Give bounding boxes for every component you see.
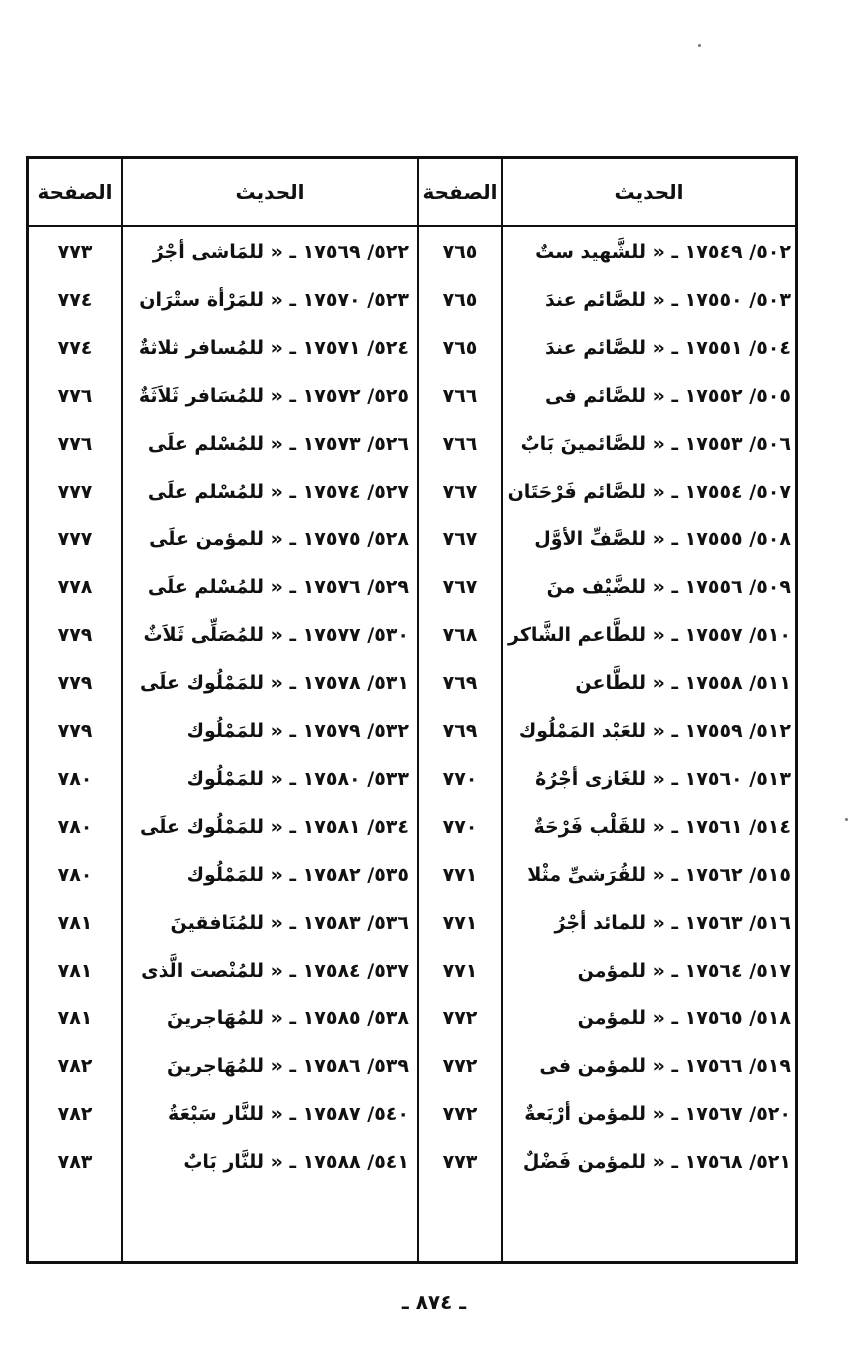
hadith-entry-left: ٥٣٤/ ١٧٥٨١ ـ « للمَمْلُوك علَى bbox=[140, 815, 409, 838]
page-ref-right: ٧٧٢ bbox=[442, 1007, 478, 1030]
table-row bbox=[29, 1091, 795, 1137]
page-ref-right: ٧٧١ bbox=[442, 911, 478, 934]
hadith-entry-right: ٥٠٤/ ١٧٥٥١ ـ « للصَّائم عندَ bbox=[544, 336, 791, 359]
table-row bbox=[29, 277, 795, 323]
hadith-entry-right: ٥٠٢/ ١٧٥٤٩ ـ « للشَّهيد ستٌ bbox=[535, 241, 791, 263]
page-ref-left: ٧٨٠ bbox=[57, 863, 93, 886]
table-row bbox=[29, 469, 795, 515]
hadith-index-table bbox=[26, 156, 798, 1264]
hadith-entry-right: ٥٢٠/ ١٧٥٦٧ ـ « للمؤمن أرْبَعةٌ bbox=[524, 1103, 791, 1126]
table-row bbox=[29, 804, 795, 850]
hadith-entry-right: ٥٠٧/ ١٧٥٥٤ ـ « للصَّائم فَرْحَتَان bbox=[507, 480, 791, 503]
page-ref-right: ٧٦٦ bbox=[442, 432, 478, 455]
page-ref-left: ٧٧٩ bbox=[57, 672, 93, 695]
table-row bbox=[29, 373, 795, 419]
table-row bbox=[29, 516, 795, 562]
page-ref-right: ٧٧٢ bbox=[442, 1103, 478, 1126]
hadith-entry-right: ٥١٠/ ١٧٥٥٧ ـ « للطَّاعم الشَّاكر bbox=[508, 624, 791, 647]
hadith-entry-left: ٥٣٣/ ١٧٥٨٠ ـ « للمَمْلُوك bbox=[186, 767, 409, 790]
hadith-entry-left: ٥٢٤/ ١٧٥٧١ ـ « للمُسافر ثلاثةٌ bbox=[138, 336, 409, 359]
hadith-entry-left: ٥٣١/ ١٧٥٧٨ ـ « للمَمْلُوك علَى bbox=[140, 672, 409, 695]
table-row bbox=[29, 660, 795, 706]
hadith-entry-right: ٥١٧/ ١٧٥٦٤ ـ « للمؤمن bbox=[577, 959, 791, 982]
hadith-entry-left: ٥٢٩/ ١٧٥٧٦ ـ « للمُسْلم علَى bbox=[147, 576, 409, 599]
table-row bbox=[29, 564, 795, 610]
page-ref-left: ٧٧٦ bbox=[57, 384, 93, 407]
page-ref-right: ٧٦٦ bbox=[442, 384, 478, 407]
hadith-entry-right: ٥٢١/ ١٧٥٦٨ ـ « للمؤمن فَضْلٌ bbox=[522, 1151, 791, 1174]
header-hadith-right: الحديث bbox=[614, 180, 684, 204]
page-ref-left: ٧٨٣ bbox=[57, 1151, 93, 1174]
page-ref-left: ٧٧٤ bbox=[57, 288, 93, 311]
table-row bbox=[29, 756, 795, 802]
page-ref-left: ٧٧٣ bbox=[57, 241, 93, 263]
table-row bbox=[29, 1139, 795, 1185]
page-ref-right: ٧٦٩ bbox=[442, 720, 478, 742]
hadith-entry-right: ٥٠٥/ ١٧٥٥٢ ـ « للصَّائم فى bbox=[544, 384, 791, 407]
hadith-entry-right: ٥١١/ ١٧٥٥٨ ـ « للطَّاعن bbox=[575, 672, 791, 695]
page-ref-right: ٧٦٥ bbox=[442, 241, 478, 263]
hadith-entry-left: ٥٣٨/ ١٧٥٨٥ ـ « للمُهَاجرينَ bbox=[166, 1007, 409, 1030]
table-row bbox=[29, 708, 795, 754]
table-row bbox=[29, 852, 795, 898]
page-ref-left: ٧٧٧ bbox=[57, 528, 93, 551]
page-number: ـ ٨٧٤ ـ bbox=[401, 1290, 467, 1314]
page-ref-left: ٧٧٧ bbox=[57, 480, 93, 503]
header-hadith-left: الحديث bbox=[235, 180, 305, 204]
table-row bbox=[29, 900, 795, 946]
hadith-entry-left: ٥٢٧/ ١٧٥٧٤ ـ « للمُسْلم علَى bbox=[147, 480, 409, 503]
page-ref-right: ٧٦٧ bbox=[442, 480, 478, 503]
hadith-entry-right: ٥١٨/ ١٧٥٦٥ ـ « للمؤمن bbox=[577, 1007, 791, 1030]
hadith-entry-right: ٥٠٣/ ١٧٥٥٠ ـ « للصَّائم عندَ bbox=[544, 288, 791, 311]
table-row bbox=[29, 995, 795, 1041]
page-ref-right: ٧٦٨ bbox=[442, 624, 478, 647]
header-page-right: الصفحة bbox=[422, 180, 498, 204]
hadith-entry-right: ٥١٤/ ١٧٥٦١ ـ « للقَلْب فَرْحَةٌ bbox=[533, 815, 791, 838]
hadith-entry-left: ٥٤١/ ١٧٥٨٨ ـ « للنَّار بَابٌ bbox=[183, 1151, 409, 1174]
table-row bbox=[29, 612, 795, 658]
scan-speck bbox=[698, 44, 701, 47]
table-row bbox=[29, 948, 795, 994]
hadith-entry-right: ٥١٣/ ١٧٥٦٠ ـ « للغَازى أجْرُهُ bbox=[535, 767, 791, 790]
hadith-entry-left: ٥٢٣/ ١٧٥٧٠ ـ « للمَرْأة ستْرَان bbox=[139, 288, 409, 311]
hadith-entry-right: ٥١٩/ ١٧٥٦٦ ـ « للمؤمن فى bbox=[539, 1055, 791, 1078]
page-ref-right: ٧٦٥ bbox=[442, 336, 478, 359]
table-row bbox=[29, 325, 795, 371]
page-ref-right: ٧٧٠ bbox=[442, 815, 478, 838]
page-ref-left: ٧٧٦ bbox=[57, 432, 93, 455]
hadith-entry-right: ٥٠٩/ ١٧٥٥٦ ـ « للضَّيْف منَ bbox=[546, 576, 791, 599]
hadith-entry-left: ٥٣٧/ ١٧٥٨٤ ـ « للمُنْصت الَّذى bbox=[141, 959, 409, 982]
table-row bbox=[29, 229, 795, 275]
page-ref-left: ٧٧٤ bbox=[57, 336, 93, 359]
hadith-entry-left: ٥٢٦/ ١٧٥٧٣ ـ « للمُسْلم علَى bbox=[147, 432, 409, 455]
hadith-entry-left: ٥٣٢/ ١٧٥٧٩ ـ « للمَمْلُوك bbox=[186, 720, 409, 742]
page-ref-left: ٧٨٢ bbox=[57, 1055, 93, 1078]
page-ref-left: ٧٨١ bbox=[57, 911, 93, 934]
hadith-entry-left: ٥٢٢/ ١٧٥٦٩ ـ « للمَاشى أجْرُ bbox=[152, 241, 409, 263]
page-ref-right: ٧٦٩ bbox=[442, 672, 478, 695]
hadith-entry-left: ٥٢٨/ ١٧٥٧٥ ـ « للمؤمن علَى bbox=[149, 528, 409, 551]
page-ref-right: ٧٧١ bbox=[442, 863, 478, 886]
table-row bbox=[29, 1043, 795, 1089]
hadith-entry-left: ٥٣٦/ ١٧٥٨٣ ـ « للمُنَافقينَ bbox=[170, 911, 409, 934]
page-ref-right: ٧٧٢ bbox=[442, 1055, 478, 1078]
hadith-entry-right: ٥١٦/ ١٧٥٦٣ ـ « للمائد أجْرُ bbox=[554, 911, 791, 934]
page-ref-left: ٧٨٢ bbox=[57, 1103, 93, 1126]
page-ref-left: ٧٧٩ bbox=[57, 720, 93, 742]
page-ref-left: ٧٨١ bbox=[57, 959, 93, 982]
hadith-entry-left: ٥٢٥/ ١٧٥٧٢ ـ « للمُسَافر ثَلاَثَةٌ bbox=[138, 384, 409, 407]
hadith-entry-left: ٥٣٥/ ١٧٥٨٢ ـ « للمَمْلُوك bbox=[186, 863, 409, 886]
hadith-entry-left: ٥٣٠/ ١٧٥٧٧ ـ « للمُصَلِّى ثَلاَثٌ bbox=[143, 624, 409, 647]
page-ref-right: ٧٦٧ bbox=[442, 576, 478, 599]
hadith-entry-right: ٥١٢/ ١٧٥٥٩ ـ « للعَبْد المَمْلُوك bbox=[518, 720, 791, 742]
hadith-entry-right: ٥١٥/ ١٧٥٦٢ ـ « للقُرَشىِّ مثْلا bbox=[527, 863, 791, 886]
page-ref-right: ٧٧٠ bbox=[442, 767, 478, 790]
page-ref-right: ٧٦٥ bbox=[442, 288, 478, 311]
hadith-entry-right: ٥٠٨/ ١٧٥٥٥ ـ « للصَّفِّ الأوَّل bbox=[534, 528, 791, 551]
hadith-entry-right: ٥٠٦/ ١٧٥٥٣ ـ « للصَّائمينَ بَابٌ bbox=[520, 432, 791, 455]
page-ref-left: ٧٧٩ bbox=[57, 624, 93, 647]
hadith-entry-left: ٥٣٩/ ١٧٥٨٦ ـ « للمُهَاجرينَ bbox=[166, 1055, 409, 1078]
hadith-entry-left: ٥٤٠/ ١٧٥٨٧ ـ « للنَّار سَبْعَةُ bbox=[168, 1103, 409, 1126]
header-rule bbox=[29, 225, 795, 227]
scan-speck bbox=[845, 818, 848, 821]
page-ref-right: ٧٧١ bbox=[442, 959, 478, 982]
page-ref-right: ٧٦٧ bbox=[442, 528, 478, 551]
page-ref-left: ٧٨٠ bbox=[57, 815, 93, 838]
page-ref-left: ٧٨١ bbox=[57, 1007, 93, 1030]
table-row bbox=[29, 421, 795, 467]
page-ref-left: ٧٧٨ bbox=[57, 576, 93, 599]
page-ref-left: ٧٨٠ bbox=[57, 767, 93, 790]
header-page-left: الصفحة bbox=[37, 180, 113, 204]
page-ref-right: ٧٧٣ bbox=[442, 1151, 478, 1174]
